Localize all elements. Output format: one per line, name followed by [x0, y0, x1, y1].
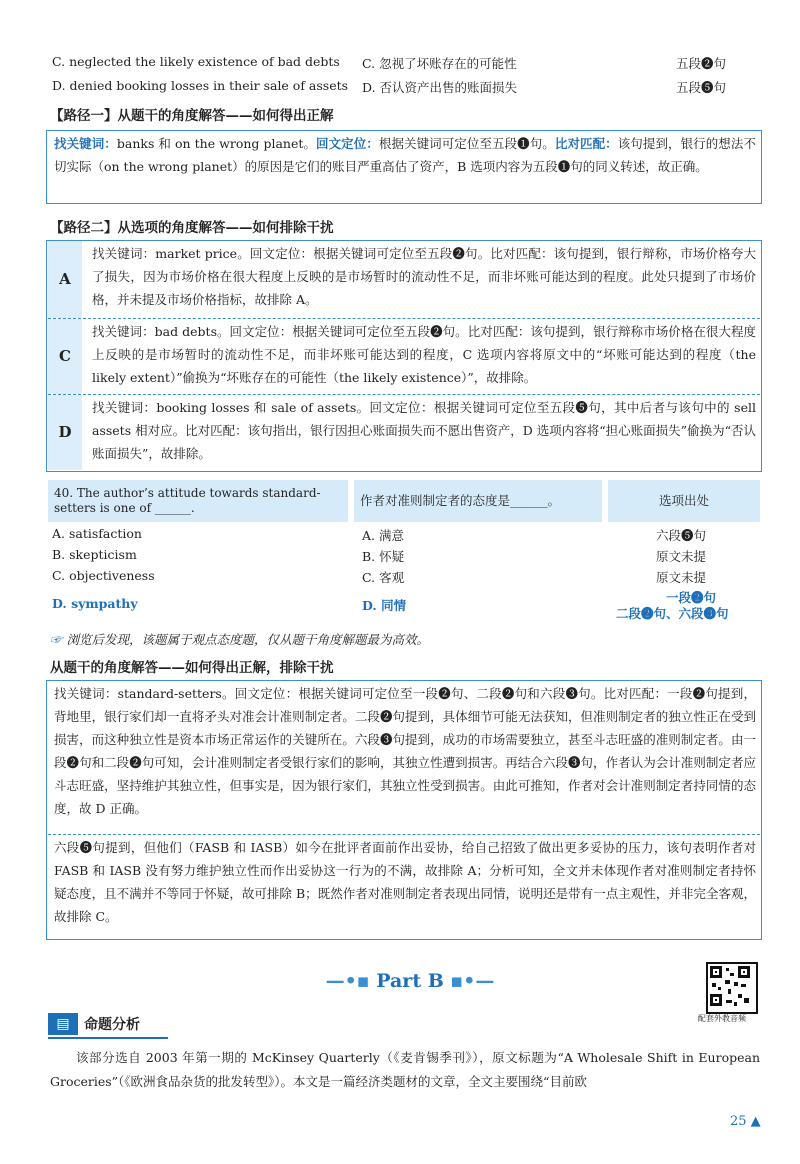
row-letter-c: C	[48, 319, 82, 394]
page-number: 25 ▲	[730, 1114, 761, 1129]
q40-question-en: 40. The author’s attitude towards standard-setters is one of ______.	[48, 480, 348, 522]
strategy-note	[50, 630, 429, 648]
q40-opt-d-cn: D. 同情	[362, 598, 407, 613]
hand-pointer-icon: ☞	[50, 632, 63, 647]
option-c-loc: 五段❷句	[676, 56, 727, 71]
row-text-a: 找关键词：market price。回文定位：根据关键词可定位至五段❷句。比对匹配：该句提到，银行辩称，市场价格夸大了损失，因为市场价格在很大程度上反映的是市场暂时的流动性不足，而非坏账可能达到的程度。此处只提到了市场价格，并未提及市场价格指标，故排除 A。	[92, 246, 756, 307]
q40-opt-b-cn: B. 怀疑	[362, 549, 405, 564]
q40-opt-b-loc: 原文未提	[656, 549, 707, 564]
row-divider	[48, 318, 760, 319]
q40-opt-c-loc: 原文未提	[656, 570, 707, 585]
path1-kw-text: banks 和 on the wrong planet。	[116, 136, 317, 151]
path1-match-text: 该句提到，银行的想法不切实际（on the wrong planet）的原因是它们的账目严重高估了资产，B 选项内容为五段❶句的同义转述，故正确。	[54, 136, 756, 174]
q40-question-cn: 作者对准则制定者的态度是______。	[354, 480, 602, 522]
path1-match-label: 比对匹配：	[554, 136, 618, 151]
q40-opt-c-en: C. objectiveness	[52, 568, 155, 583]
row-text-c: 找关键词：bad debts。回文定位：根据关键词可定位至五段❷句。比对匹配：该句提到，银行辩称市场价格在很大程度上反映的是市场暂时的流动性不足，而非坏账可能达到的程度，C 选项内容将原文中的“坏账可能达到的程度（the likely extent）”偷换为“坏账存在的可能性（the likely existence）”，故排除。	[92, 324, 756, 385]
path1-loc-text: 根据关键词可定位至五段❶句。	[378, 136, 555, 151]
option-c-en: C. neglected the likely existence of bad debts	[52, 54, 340, 69]
answer-divider	[48, 834, 760, 835]
answer-heading: 从题干的角度解答——如何得出正解，排除干扰	[50, 660, 334, 676]
option-d-loc: 五段❺句	[676, 80, 727, 95]
book-icon: ▤	[48, 1013, 78, 1035]
path1-loc-label: 回文定位：	[316, 136, 379, 151]
strategy-note-text: 浏览后发现，该题属于观点态度题，仅从题干角度解题最为高效。	[66, 632, 430, 647]
q40-opt-d-loc2: 二段❷句、六段❸句	[616, 606, 729, 621]
q40-opt-d-loc: 一段❷句	[666, 590, 717, 605]
q40-opt-a-cn: A. 满意	[362, 528, 404, 543]
path1-heading: 【路径一】从题干的角度解答——如何得出正解	[50, 108, 334, 124]
graduation-cap-icon: ▲	[746, 1114, 761, 1129]
row-text-d: 找关键词：booking losses 和 sale of assets。回文定位：根据关键词可定位至五段❺句，其中后者与该句中的 sell assets 相对应。比对匹配：该句指出，银行因担心账面损失而不愿出售资产，D 选项内容将“担心账面损失”偷换为“否认账面损失”，故排除。	[92, 400, 756, 461]
option-c-cn: C. 忽视了坏账存在的可能性	[362, 56, 517, 71]
qr-code	[706, 962, 758, 1014]
intro-paragraph: 该部分选自 2003 年第一期的 McKinsey Quarterly（《麦肯锡季刊》），原文标题为“A Wholesale Shift in European Groceries”（《欧洲食品杂货的批发转型》）。本文是一篇经济类题材的文章，全文主要围绕“目前欧	[50, 1050, 760, 1089]
row-letter-a: A	[48, 241, 82, 318]
qr-caption: 配套外教音频	[698, 1014, 746, 1023]
q40-opt-d-en: D. sympathy	[52, 596, 138, 611]
q40-opt-b-en: B. skepticism	[52, 547, 137, 562]
path1-kw-label: 找关键词：	[54, 136, 117, 151]
q40-opt-a-loc: 六段❺句	[656, 528, 707, 543]
answer-para1: 找关键词：standard-setters。回文定位：根据关键词可定位至一段❷句、二段❷句和六段❸句。比对匹配：一段❷句提到，背地里，银行家们却一直将矛头对准会计准则制定者。二段❷句提到，具体细节可能无法获知，但准则制定者的独立性正在受到损害，而这种独立性是资本市场正常运作的关键所在。六段❸句提到，成功的市场需要独立，甚至斗志旺盛的准则制定者。由一段❷句和二段❷句可知，会计准则制定者受银行家们的影响，其独立性遭到损害。再结合六段❸句，作者认为会计准则制定者应斗志旺盛，坚持维护其独立性，但事实是，因为银行家们，其独立性受到损害。由此可推知，作者对会计准则制定者持同情的态度，故 D 正确。	[54, 686, 756, 816]
section-header	[48, 1013, 168, 1039]
row-divider	[48, 394, 760, 395]
option-d-cn: D. 否认资产出售的账面损失	[362, 80, 518, 95]
row-letter-d: D	[48, 395, 82, 470]
path2-heading: 【路径二】从选项的角度解答——如何排除干扰	[50, 220, 334, 236]
answer-para2: 六段❺句提到，但他们（FASB 和 IASB）如今在批评者面前作出妥协，给自己招致了做出更多妥协的压力，该句表明作者对 FASB 和 IASB 没有努力维护独立性而作出妥协这一行为的不满，故排除 A；分析可知，全文并未体现作者对准则制定者持怀疑态度，且不满并不等同于怀疑，故可排除 B；既然作者对准则制定者表现出同情，说明还是带有一点主观性，并非完全客观，故排除 C。	[54, 840, 756, 924]
option-d-en: D. denied booking losses in their sale of assets	[52, 78, 349, 93]
q40-source-header: 选项出处	[608, 480, 760, 522]
part-b-title: —•▪ Part B ▪•—	[325, 970, 495, 992]
q40-opt-c-cn: C. 客观	[362, 570, 405, 585]
path1-text	[54, 132, 756, 178]
q40-opt-a-en: A. satisfaction	[52, 526, 142, 541]
section-title: 命题分析	[84, 1017, 140, 1033]
